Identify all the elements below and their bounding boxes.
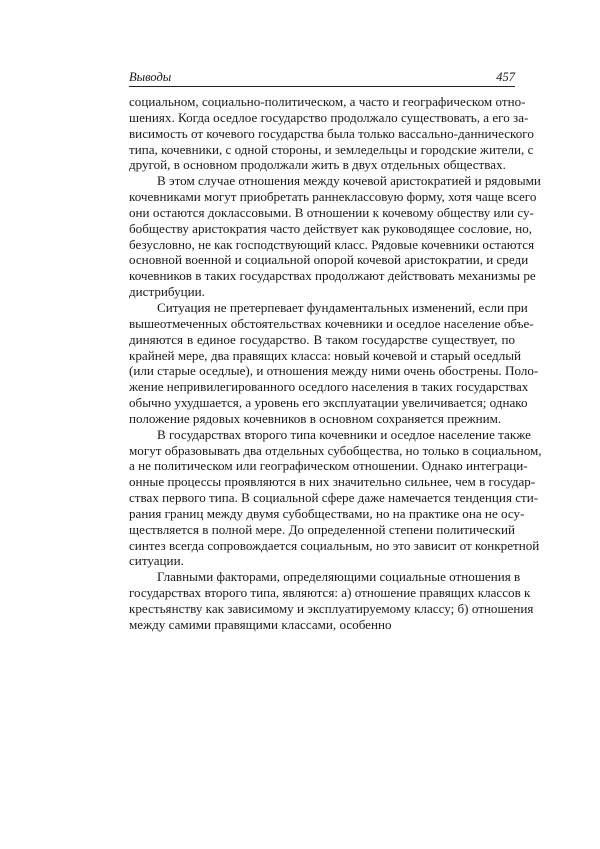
text-line: висимость от кочевого государства была только вассально-даннического — [129, 125, 534, 141]
text-line: В государствах второго типа кочевники и оседлое население также — [157, 426, 531, 442]
text-line: жение непривилегированного оседлого населения в таких государствах — [129, 379, 529, 395]
text-line: а не политическом или географическом отношении. Однако интеграци- — [129, 458, 528, 474]
text-line: крестьянству как зависимому и эксплуатируемому классу; б) отношения — [129, 601, 534, 616]
text-line: бобществу аристократия часто действует как руководящее сословие, но, — [129, 220, 533, 236]
text-line: (или старые оседлые), и отношения между ними очень обострены. Поло- — [129, 363, 539, 379]
text-line: социальном, социально-политическом, а часто и географическом отно- — [129, 94, 526, 109]
text-line: шениях. Когда оседлое государство продолжало существовать, а его за- — [129, 109, 529, 125]
text-line: могут образовывать два отдельных субобщества, но только в социальном, — [129, 442, 542, 458]
text-line: кочевников в таких государствах продолжают действовать механизмы ре — [129, 268, 536, 284]
text-line: синтез всегда сопровождается социальным, но это зависит от конкретной — [129, 537, 540, 553]
text-line: диняются в единое государство. В таком государстве существует, по — [129, 331, 515, 347]
text-line: кочевниками могут приобретать раннеклассовую форму, хотя чаще всего — [129, 189, 537, 205]
text-line: обычно ухудшается, а уровень его эксплуатации увеличивается; однако — [129, 395, 528, 411]
text-line: дистрибуции. — [129, 284, 205, 300]
body-text — [129, 94, 542, 633]
text-line: ситуации. — [129, 553, 184, 569]
running-header — [129, 70, 515, 87]
text-line: государствах второго типа, являются: а) отношение правящих классов к — [129, 585, 531, 601]
paragraph — [129, 173, 541, 300]
paragraph — [129, 299, 539, 427]
page-number: 457 — [496, 70, 515, 84]
text-line: крайней мере, два правящих класса: новый кочевой и старый оседлый — [129, 347, 522, 363]
chapter-title: Выводы — [129, 70, 172, 84]
text-line: Ситуация не претерпевает фундаментальных изменений, если при — [157, 299, 528, 315]
paragraph — [129, 569, 534, 632]
text-line: Главными факторами, определяющими социальные отношения в — [157, 569, 521, 585]
paragraph — [129, 426, 542, 570]
text-line: онные процессы проявляются в них значительно сильнее, чем в государ- — [129, 474, 536, 490]
text-line: положение рядовых кочевников в основном сохраняется прежним. — [129, 410, 502, 426]
text-line: ществляется в полной мере. До определенной степени политический — [129, 521, 515, 537]
text-line: другой, в основном продолжали жить в двух отдельных обществах. — [129, 157, 506, 173]
text-line: между самими правящими классами, особенно — [129, 616, 392, 632]
paragraph — [129, 94, 534, 173]
text-line: типа, кочевники, с одной стороны, и земледельцы и городские жители, с — [129, 141, 534, 157]
text-line: рания границ между двумя субобществами, но на практике она не осу- — [129, 505, 525, 521]
text-line: основной военной и социальной опорой кочевой аристократии, и среди — [129, 252, 529, 268]
text-line: они остаются доклассовыми. В отношении к кочевому обществу или су- — [129, 204, 534, 220]
text-line: ствах первого типа. В социальной сфере даже намечается тенденция сти- — [129, 490, 539, 506]
text-line: В этом случае отношения между кочевой аристократией и рядовыми — [157, 173, 541, 189]
text-line: безусловно, не как господствующий класс. Рядовые кочевники остаются — [129, 236, 535, 252]
text-line: вышеотмеченных обстоятельствах кочевники и оседлое население объе- — [129, 315, 534, 331]
